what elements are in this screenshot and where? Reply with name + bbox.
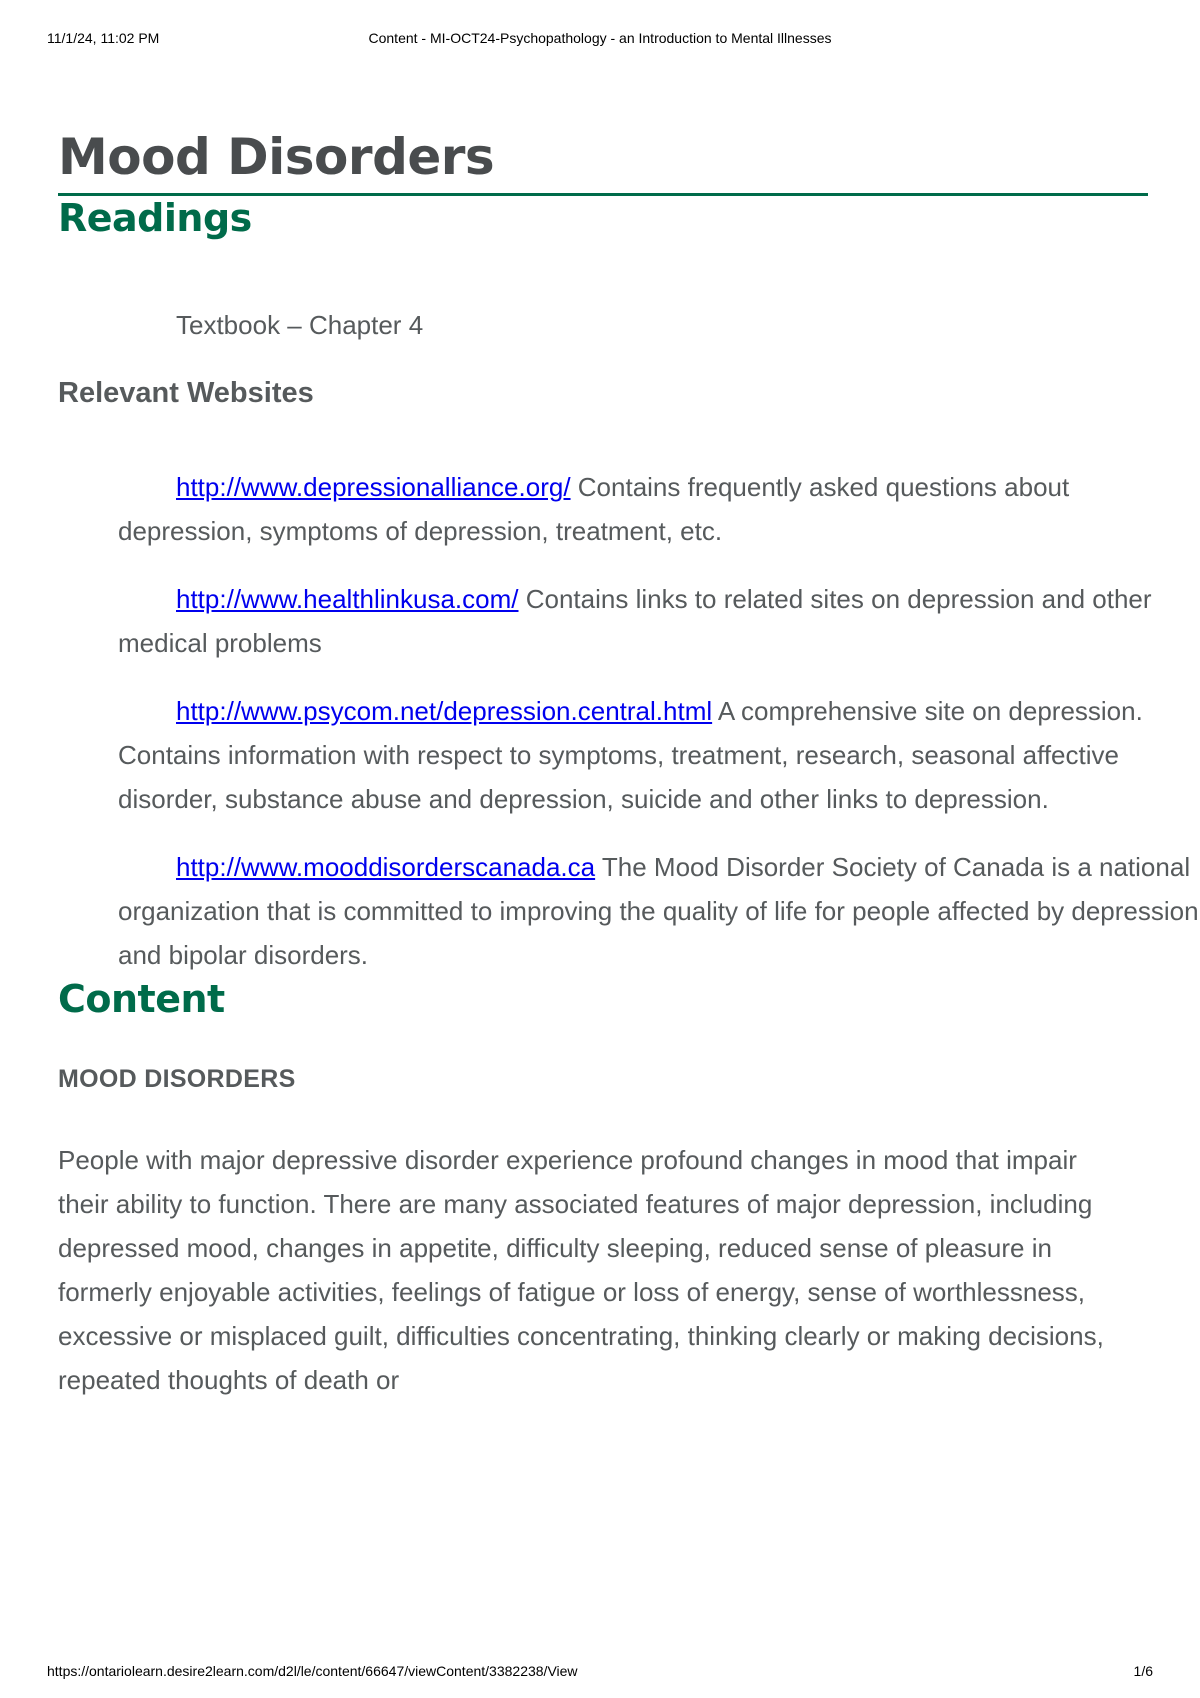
page-number: 1/6 bbox=[1133, 1663, 1153, 1679]
print-header bbox=[0, 30, 1200, 52]
website-description: Contains frequently asked questions about depression, symptoms of depression, treatment, etc. bbox=[118, 472, 1070, 546]
print-page-title: Content - MI-OCT24-Psychopathology - an Introduction to Mental Illnesses bbox=[368, 30, 832, 46]
website-link[interactable]: http://www.psycom.net/depression.central.html bbox=[176, 696, 713, 726]
textbook-reading: Textbook – Chapter 4 bbox=[176, 310, 424, 340]
content-paragraph: People with major depressive disorder experience profound changes in mood that impair their ability to function. There are many associated features of major depression, including depressed mood, changes in appetite, difficulty sleeping, reduced sense of pleasure in formerly enjoyable activities, feelings of fatigue or loss of energy, sense of worthlessness, excessive or misplaced guilt, difficulties concentrating, thinking clearly or making decisions, repeated thoughts of death or bbox=[58, 1145, 1104, 1395]
website-item bbox=[118, 577, 1200, 665]
website-link[interactable]: http://www.depressionalliance.org/ bbox=[176, 472, 571, 502]
content-subheading: MOOD DISORDERS bbox=[58, 1065, 296, 1093]
website-item bbox=[118, 845, 1200, 977]
website-description: A comprehensive site on depression. Contains information with respect to symptoms, treatment, research, seasonal affective disorder, substance abuse and depression, suicide and other links to depression. bbox=[118, 696, 1143, 814]
page-title: Mood Disorders bbox=[58, 128, 495, 186]
website-item bbox=[118, 465, 1200, 553]
content-heading: Content bbox=[58, 977, 225, 1021]
website-link[interactable]: http://www.healthlinkusa.com/ bbox=[176, 584, 519, 614]
print-url: https://ontariolearn.desire2learn.com/d2l/le/content/66647/viewContent/3382238/View bbox=[47, 1663, 578, 1679]
website-item bbox=[118, 689, 1200, 821]
print-datetime: 11/1/24, 11:02 PM bbox=[47, 30, 160, 46]
website-description: Contains links to related sites on depression and other medical problems bbox=[118, 584, 1152, 658]
website-description: The Mood Disorder Society of Canada is a national organization that is committed to improving the quality of life for people affected by depression and bipolar disorders. bbox=[118, 852, 1199, 970]
websites-heading: Relevant Websites bbox=[58, 377, 314, 409]
readings-heading: Readings bbox=[58, 196, 252, 240]
website-link[interactable]: http://www.mooddisorderscanada.ca bbox=[176, 852, 596, 882]
main-content bbox=[58, 128, 1199, 1402]
print-footer bbox=[0, 1663, 1200, 1685]
